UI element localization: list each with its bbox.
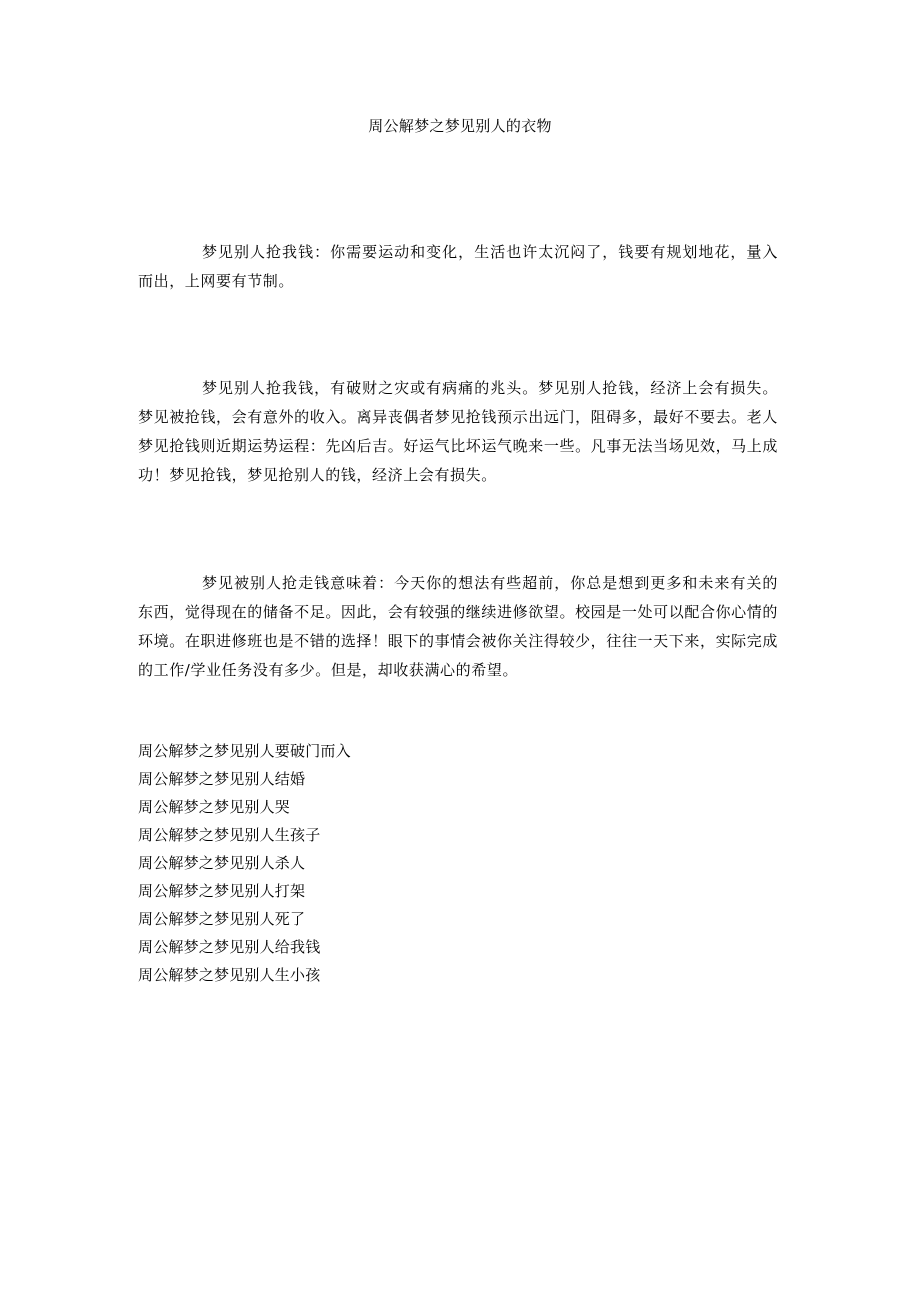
related-links-list (138, 737, 351, 989)
related-link[interactable]: 周公解梦之梦见别人打架 (138, 882, 306, 900)
related-link[interactable]: 周公解梦之梦见别人死了 (138, 910, 306, 928)
related-link[interactable]: 周公解梦之梦见别人生小孩 (138, 966, 321, 984)
paragraph-rob-money: 梦见别人抢我钱：你需要运动和变化，生活也许太沉闷了，钱要有规划地花，量入而出，上网要有节制。 (138, 243, 778, 290)
related-link[interactable]: 周公解梦之梦见别人要破门而入 (138, 742, 351, 760)
related-link[interactable]: 周公解梦之梦见别人杀人 (138, 854, 306, 872)
related-link[interactable]: 周公解梦之梦见别人哭 (138, 798, 291, 816)
paragraph-rob-money-omen: 梦见别人抢我钱，有破财之灾或有病痛的兆头。梦见别人抢钱，经济上会有损失。梦见被抢钱，会有意外的收入。离异丧偶者梦见抢钱预示出远门，阻碍多，最好不要去。老人梦见抢钱则近期运势运程：先凶后吉。好运气比坏运气晚来一些。凡事无法当场见效，马上成功！梦见抢钱，梦见抢别人的钱，经济上会有损失。 (138, 379, 778, 484)
related-link[interactable]: 周公解梦之梦见别人结婚 (138, 770, 306, 788)
paragraph-money-taken: 梦见被别人抢走钱意味着：今天你的想法有些超前，你总是想到更多和未来有关的东西，觉得现在的储备不足。因此，会有较强的继续进修欲望。校园是一处可以配合你心情的环境。在职进修班也是不错的选择！眼下的事情会被你关注得较少，往往一天下来，实际完成的工作/学业任务没有多少。但是，却收获满心的希望。 (138, 574, 778, 679)
related-link[interactable]: 周公解梦之梦见别人生孩子 (138, 826, 321, 844)
related-link[interactable]: 周公解梦之梦见别人给我钱 (138, 938, 321, 956)
page-title: 周公解梦之梦见别人的衣物 (368, 117, 552, 135)
